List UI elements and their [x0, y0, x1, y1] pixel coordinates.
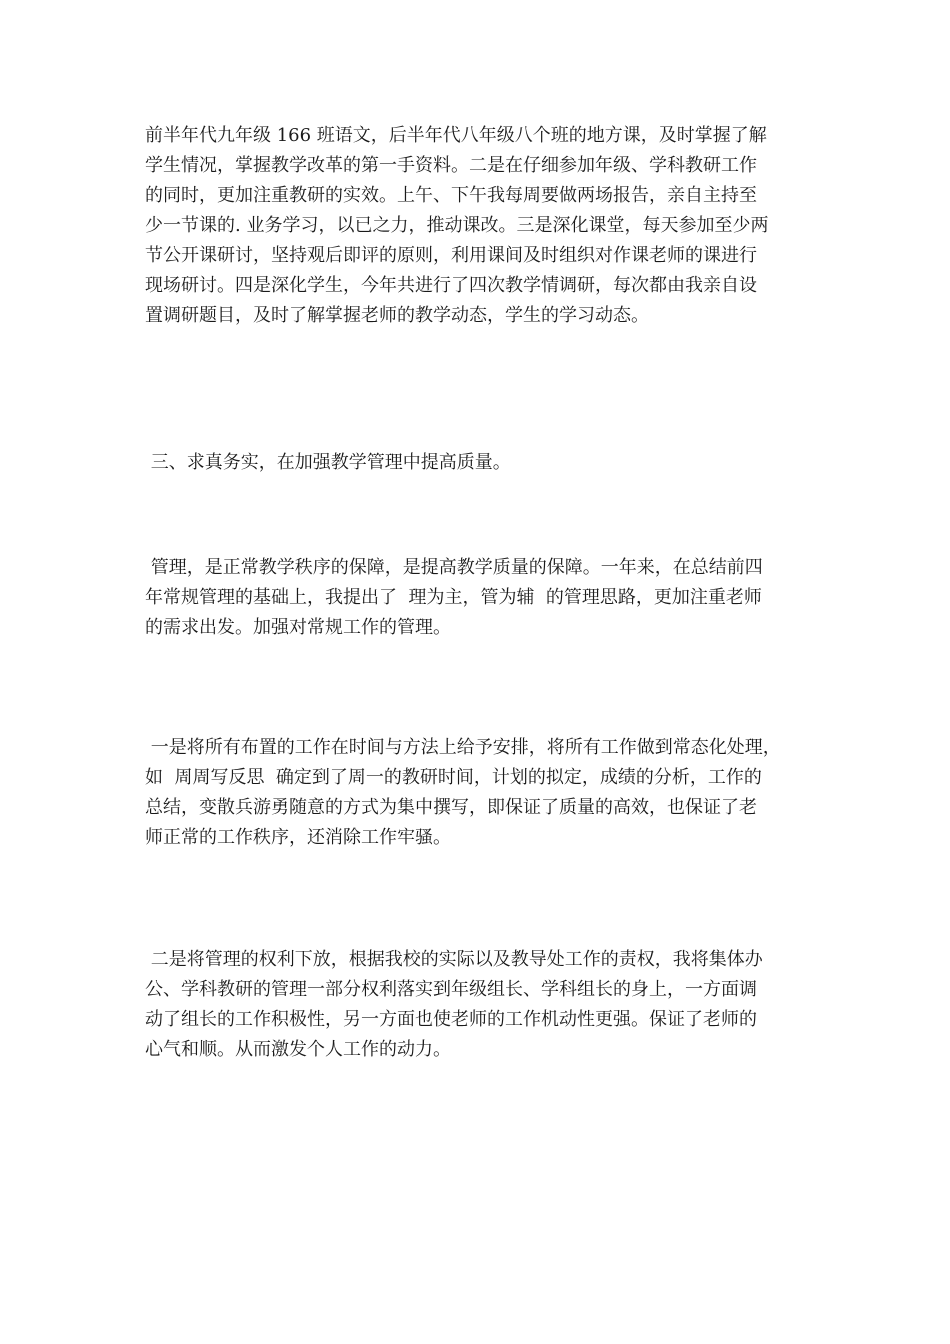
- paragraph-line: 现场研讨。四是深化学生，今年共进行了四次教学情调研，每次都由我亲自设: [145, 275, 757, 296]
- paragraph-point-one: [145, 733, 835, 853]
- paragraph-line: 少一节课的. 业务学习，以已之力，推动课改。三是深化课堂，每天参加至少两: [145, 215, 769, 236]
- paragraph-line: 置调研题目，及时了解掌握老师的教学动态，学生的学习动态。: [145, 305, 649, 326]
- paragraph-line: 的需求出发。加强对常规工作的管理。: [145, 617, 451, 638]
- paragraph-line: 年常规管理的基础上，我提出了 理为主，管为辅 的管理思路，更加注重老师: [145, 587, 762, 608]
- paragraph-line: 总结，变散兵游勇随意的方式为集中撰写，即保证了质量的高效，也保证了老: [145, 797, 757, 818]
- section-heading-three: [145, 448, 835, 478]
- paragraph-line: 公、学科教研的管理一部分权利落实到年级组长、学科组长的身上，一方面调: [145, 979, 757, 1000]
- paragraph-line: 动了组长的工作积极性，另一方面也使老师的工作机动性更强。保证了老师的: [145, 1009, 757, 1030]
- paragraph-line: 节公开课研讨，坚持观后即评的原则，利用课间及时组织对作课老师的课进行: [145, 245, 757, 266]
- paragraph-point-two: [145, 945, 835, 1065]
- paragraph-line: 前半年代九年级 166 班语文，后半年代八年级八个班的地方课，及时掌握了解: [145, 125, 767, 146]
- paragraph-line: 师正常的工作秩序，还消除工作牢骚。: [145, 827, 451, 848]
- paragraph-management: [145, 553, 835, 643]
- paragraph-line: 的同时，更加注重教研的实效。上午、下午我每周要做两场报告，亲自主持至: [145, 185, 757, 206]
- paragraph-line: 一是将所有布置的工作在时间与方法上给予安排，将所有工作做到常态化处理，: [145, 737, 781, 758]
- paragraph-line: 二是将管理的权利下放，根据我校的实际以及教导处工作的责权，我将集体办: [145, 949, 763, 970]
- paragraph-line: 管理，是正常教学秩序的保障，是提高教学质量的保障。一年来，在总结前四: [145, 557, 763, 578]
- paragraph-line: 如 周周写反思 确定到了周一的教研时间，计划的拟定，成绩的分析，工作的: [145, 767, 762, 788]
- paragraph-line: 学生情况，掌握教学改革的第一手资料。二是在仔细参加年级、学科教研工作: [145, 155, 757, 176]
- section-heading: 三、求真务实，在加强教学管理中提高质量。: [145, 452, 511, 473]
- paragraph-line: 心气和顺。从而激发个人工作的动力。: [145, 1039, 451, 1060]
- paragraph-teaching-research: [145, 121, 835, 331]
